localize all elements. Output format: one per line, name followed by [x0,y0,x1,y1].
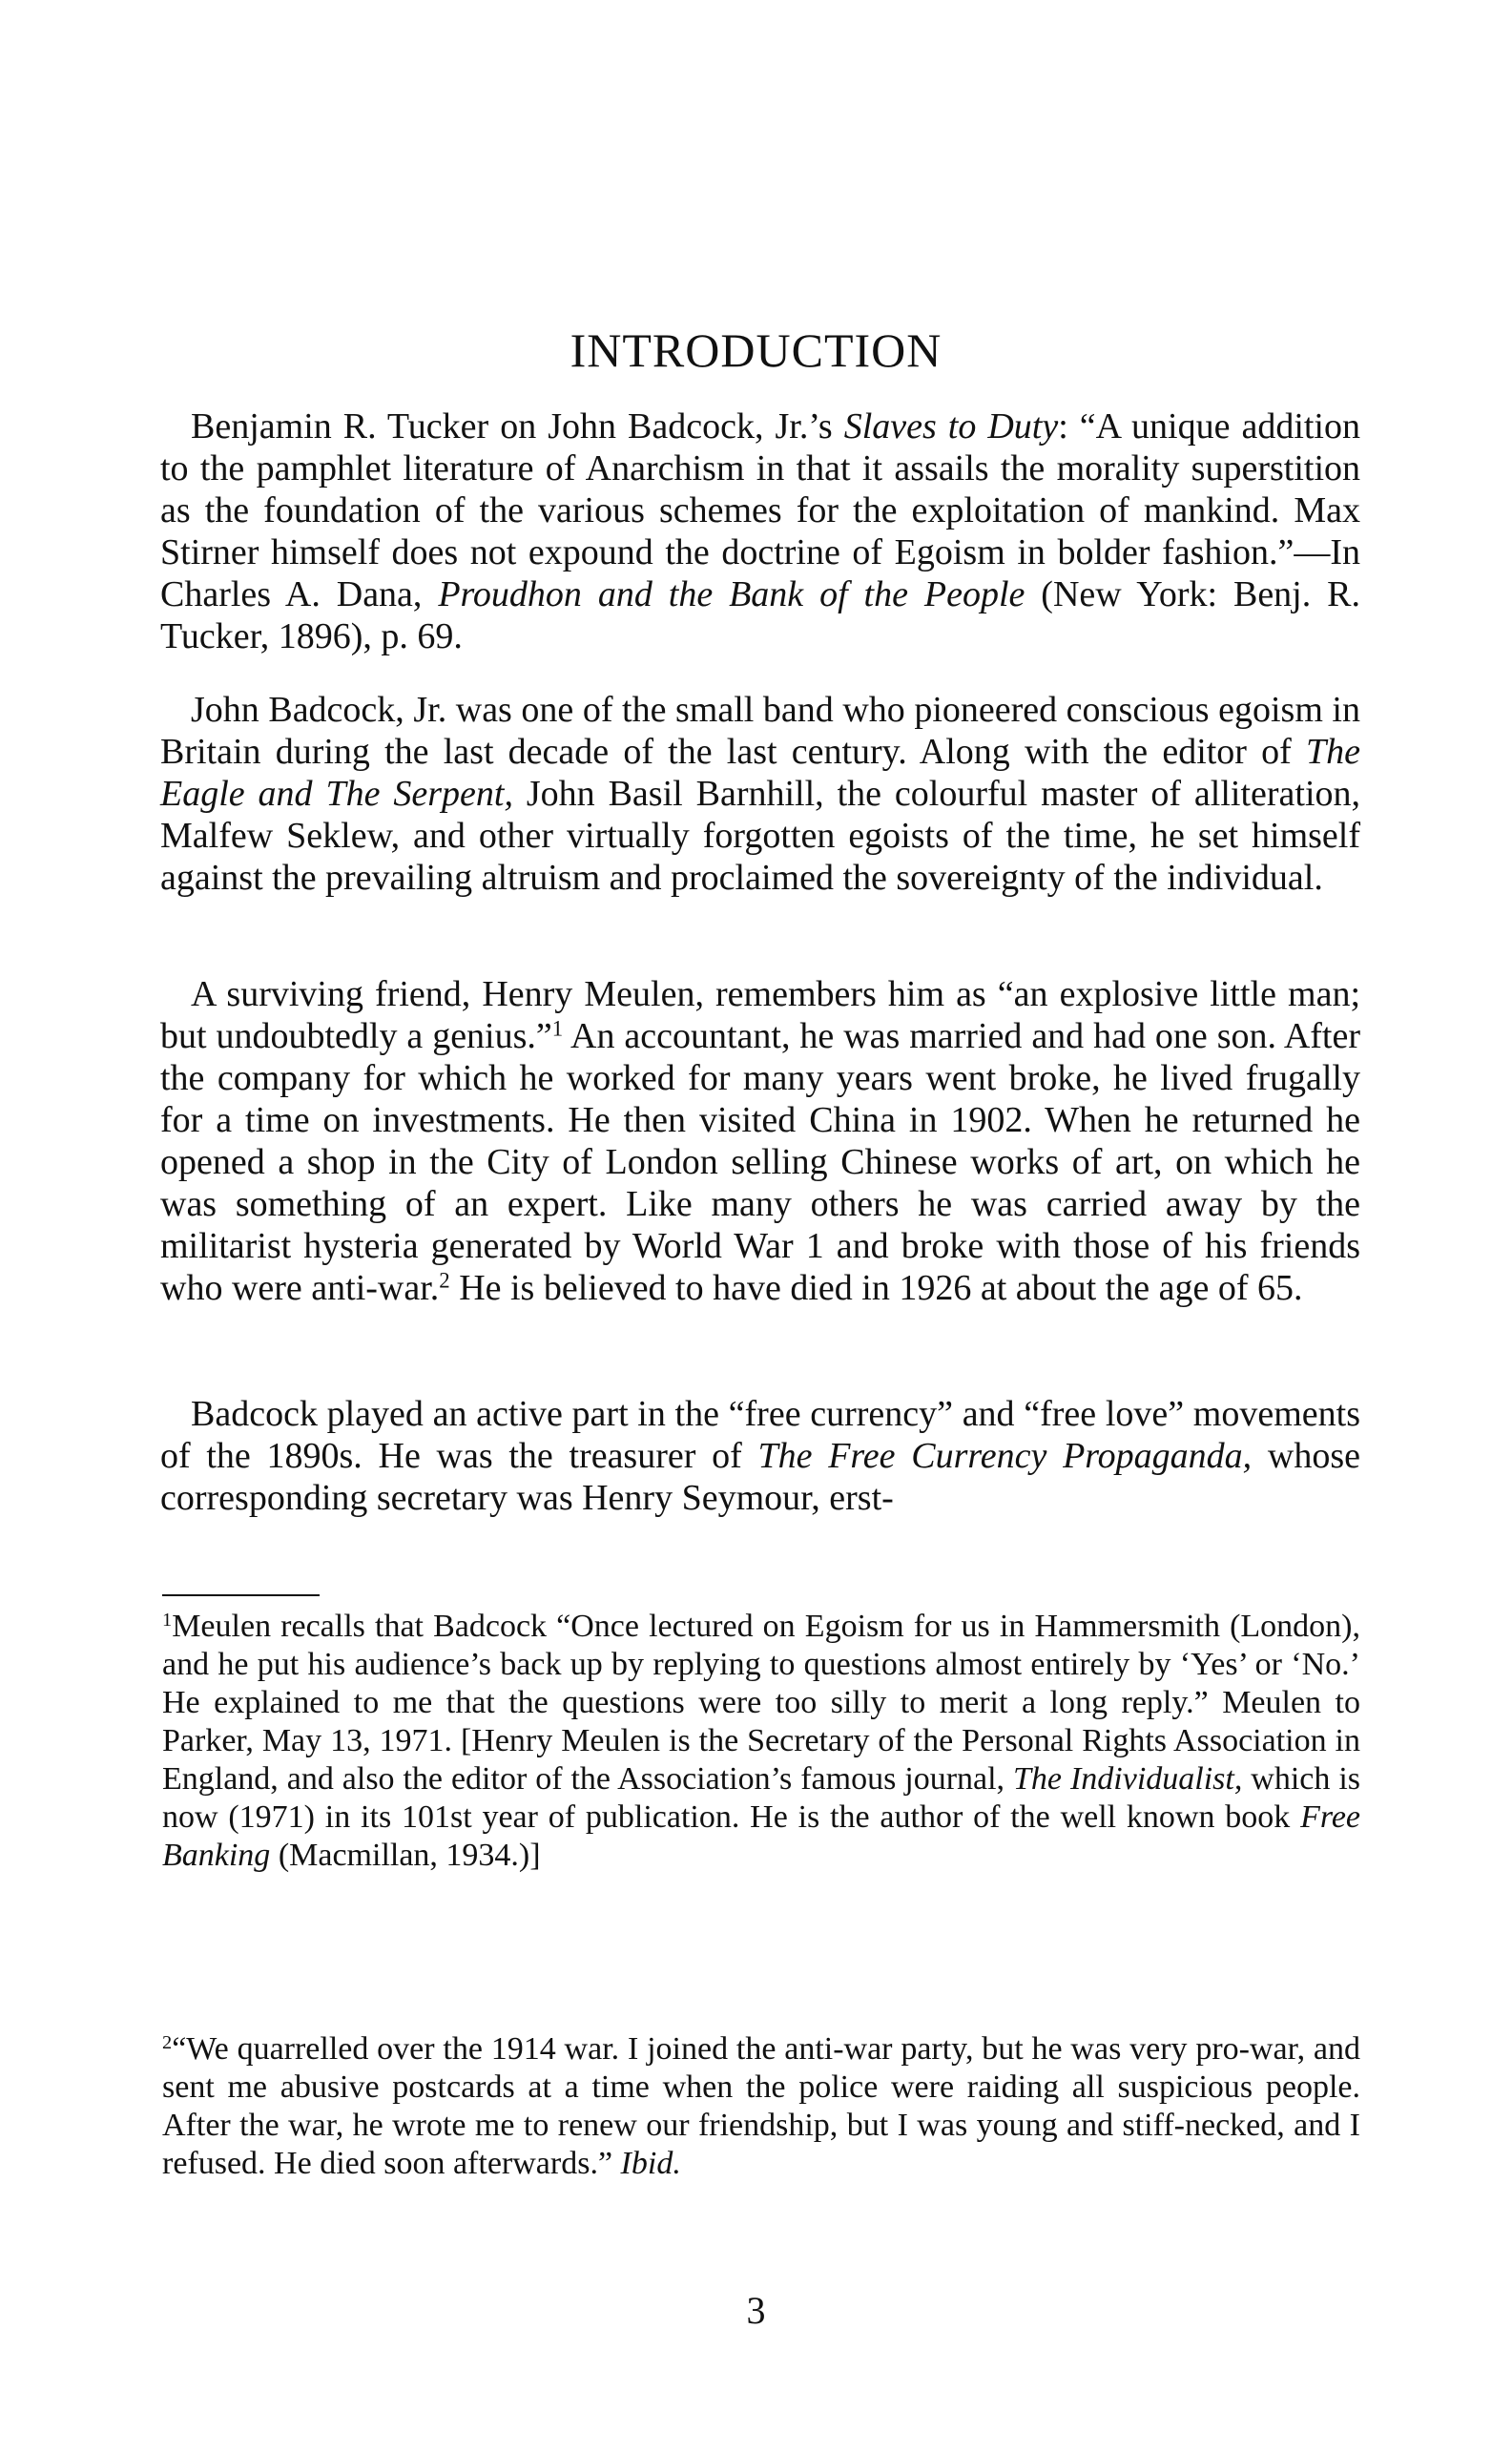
footnote-2-marker: 2 [162,2031,173,2053]
footnote-ref-2: 2 [439,1268,450,1293]
body-paragraph-3 [160,1393,1360,1519]
chapter-title: INTRODUCTION [570,323,942,377]
footnote-1-book: Free Banking [162,1799,1360,1873]
para2-text-b: An accountant, he was married and had one son. After the company for which he worked for many years went broke, he lived frugally for a time on investments. He then visited China in 1902. When he returned he opened a shop in the City of London selling Chinese works of art, on which he was something of an expert. Like many others he was carried away by the militarist hysteria generated by World War 1 and broke with those of his friends who were anti-war. [160,1016,1361,1308]
footnote-2-text-a: “We quarrelled over the 1914 war. I joined the anti-war party, but he was very pro-war, and sent me abusive postcards at a time when the police were raiding all suspicious people. After the war, he wrote me to renew our friendship, but I was young and stiff-necked, and I refused. He died soon afterwards.” [162,2031,1360,2181]
epigraph-source-title: Proudhon and the Bank of the People [438,574,1025,614]
para1-text-a: John Badcock, Jr. was one of the small band who pioneered conscious egoism in Britain during the last decade of the last century. Along with the editor of [160,690,1360,772]
para2-text-a: A surviving friend, Henry Meulen, remembers him as “an explosive little man; but undoubtedly a genius.” [160,974,1360,1056]
epigraph-lead: Benjamin R. Tucker on John Badcock, Jr.’s [191,406,844,447]
page-number: 3 [746,2289,766,2332]
epigraph-work-title: Slaves to Duty [843,406,1059,447]
footnote-rule [162,1594,320,1596]
epigraph-quote: : “A unique addition to the pamphlet literature of Anarchism in that it assails the morality superstition as the foundation of the various schemes for the exploitation of mankind. Max Stirner himself does not expound the doctrine of Egoism in bolder fashion.”—In Charles A. Dana, [160,406,1360,614]
para2-text-c: He is believed to have died in 1926 at about the age of 65. [449,1268,1303,1308]
para3-text-a: Badcock played an active part in the “free currency” and “free love” movements of the 1890s. He was the treasurer of [160,1394,1360,1476]
body-paragraph-1 [160,689,1360,899]
footnote-ref-1: 1 [551,1016,564,1041]
footnote-1-text-b: which is now (1971) in its 101st year of publication. He is the author of the well known book [162,1761,1360,1835]
footnote-2 [162,2030,1360,2183]
footnote-1-text-c: (Macmillan, 1934.)] [270,1838,541,1873]
para1-periodical: The Eagle and The Serpent, [160,732,1360,814]
epigraph-paragraph [160,405,1360,657]
footnote-1-text-a: Meulen recalls that Badcock “Once lectured on Egoism for us in Hammersmith (London), and he put his audience’s back up by replying to questions almost entirely by ‘Yes’ or ‘No.’ He explained to me that the questions were too silly to merit a long reply.” Meulen to Parker, May 13, 1971. [Henry Meulen is the Secretary of the Personal Rights Association in England, and also the editor of the Association’s famous journal, [162,1609,1360,1797]
footnote-1 [162,1608,1360,1875]
body-paragraph-2 [160,973,1360,1309]
para1-text-b: John Basil Barnhill, the colourful master of alliteration, Malfew Seklew, and other virtually forgotten egoists of the time, he set himself against the prevailing altruism and proclaimed the sovereignty of the individual. [160,774,1360,898]
footnote-1-journal: The Individualist, [1013,1761,1243,1797]
epigraph-source-tail: (New York: Benj. R. Tucker, 1896), p. 69. [160,574,1360,656]
footnote-1-marker: 1 [162,1609,173,1631]
para3-organization: The Free Currency Propaganda, [757,1436,1253,1476]
para3-text-b: whose corresponding secretary was Henry Seymour, erst- [160,1436,1360,1518]
footnote-2-ibid: Ibid. [620,2146,681,2181]
